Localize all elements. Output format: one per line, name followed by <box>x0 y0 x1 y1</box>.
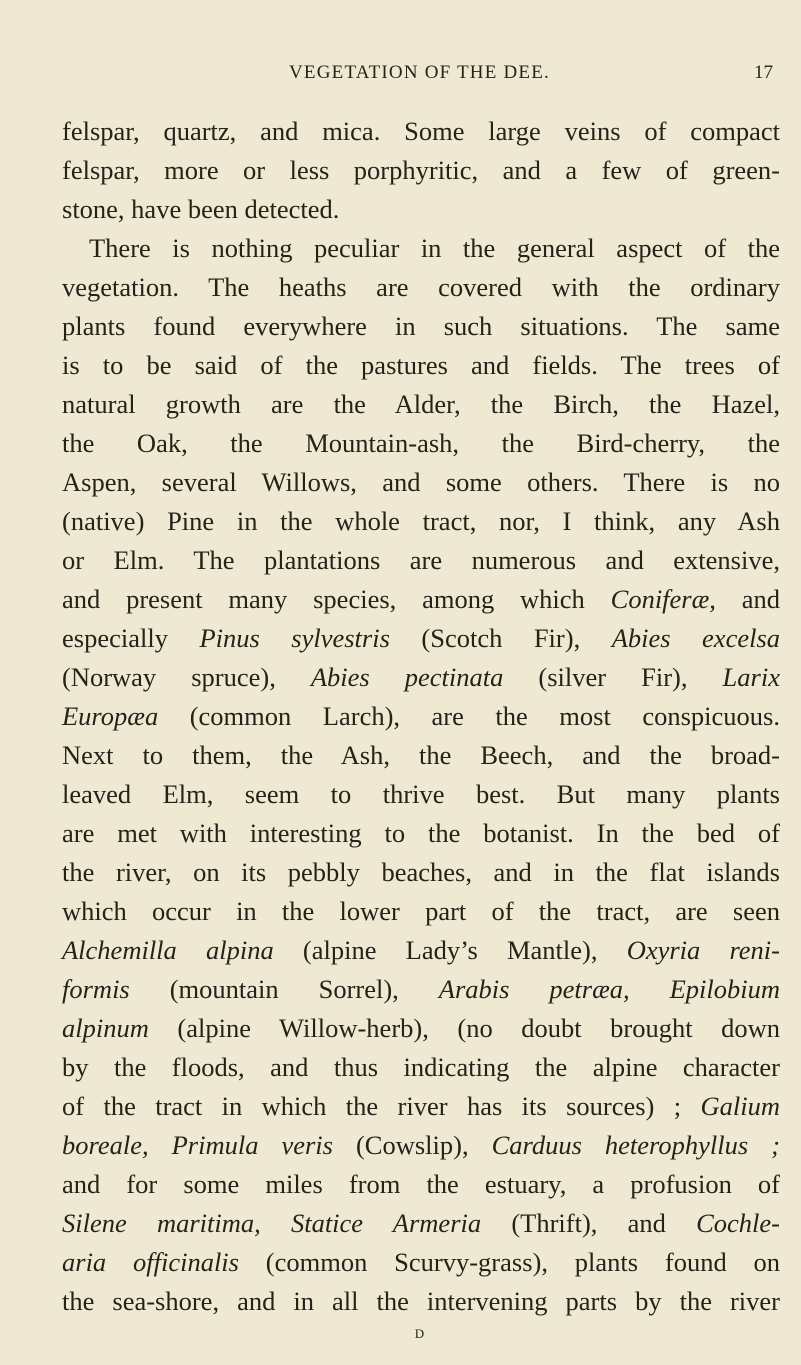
page-number: 17 <box>754 62 773 83</box>
text-line <box>62 697 780 736</box>
text-line: felspar, more or less porphyritic, and a few of green- <box>62 155 780 185</box>
text-run: and <box>741 584 781 614</box>
text-line: or Elm. The plantations are numerous and extensive, <box>62 545 780 575</box>
text-run: (mountain Sorrel), <box>169 974 399 1004</box>
text-line: Next to them, the Ash, the Beech, and the broad- <box>62 740 780 770</box>
text-line: which occur in the lower part of the tract, are seen <box>62 896 780 926</box>
text-line <box>62 1009 780 1048</box>
text-line <box>62 1087 780 1126</box>
italic-run: Arabis petræa, Epilobium <box>438 974 781 1004</box>
text-run: (Cowslip), <box>355 1130 469 1160</box>
italic-run: formis <box>62 974 130 1004</box>
text-run: (alpine Willow-herb), (no doubt brought down <box>177 1013 780 1043</box>
text-run: (common Larch), are the most conspicuous. <box>189 701 780 731</box>
text-line: (native) Pine in the whole tract, nor, I think, any Ash <box>62 506 780 536</box>
text-run: especially <box>62 623 168 653</box>
text-run: of the tract in which the river has its sources) ; <box>62 1091 682 1121</box>
text-line: felspar, quartz, and mica. Some large veins of compact <box>62 116 780 146</box>
text-line: natural growth are the Alder, the Birch, the Hazel, <box>62 389 780 419</box>
italic-run: Cochle- <box>696 1208 781 1238</box>
italic-run: Europæa <box>62 701 159 731</box>
text-line: by the floods, and thus indicating the alpine character <box>62 1052 780 1082</box>
text-run: (common Scurvy-grass), plants found on <box>265 1247 781 1277</box>
text-line: plants found everywhere in such situations. The same <box>62 311 780 341</box>
text-line <box>62 1126 780 1165</box>
running-title: VEGETATION OF THE DEE. <box>289 62 550 83</box>
page-header <box>0 62 801 96</box>
text-run: (alpine Lady’s Mantle), <box>302 935 598 965</box>
italic-run: Coniferæ, <box>610 584 716 614</box>
text-run: There is nothing peculiar in the general aspect of the <box>89 233 780 263</box>
text-run: and present many species, among which <box>62 584 585 614</box>
text-line <box>62 658 780 697</box>
signature-mark: D <box>414 1326 425 1341</box>
text-line: and for some miles from the estuary, a profusion of <box>62 1169 780 1199</box>
text-line: leaved Elm, seem to thrive best. But many plants <box>62 779 780 809</box>
italic-run: boreale, Primula veris <box>62 1130 333 1160</box>
body-text <box>62 112 780 1321</box>
text-run: (Thrift), and <box>511 1208 666 1238</box>
paragraph-start-line <box>62 229 780 268</box>
italic-run: Silene maritima, Statice Armeria <box>62 1208 482 1238</box>
text-line: the river, on its pebbly beaches, and in the flat islands <box>62 857 780 887</box>
text-line <box>62 580 780 619</box>
text-run: (Norway spruce), <box>62 662 276 692</box>
text-line: are met with interesting to the botanist. In the bed of <box>62 818 780 848</box>
italic-run: Carduus heterophyllus ; <box>491 1130 780 1160</box>
text-line: the Oak, the Mountain-ash, the Bird-cherry, the <box>62 428 780 458</box>
italic-run: Alchemilla alpina <box>62 935 274 965</box>
italic-run: Oxyria reni- <box>626 935 780 965</box>
italic-run: Pinus sylvestris <box>199 623 390 653</box>
text-line: the sea-shore, and in all the intervening parts by the river <box>62 1286 780 1316</box>
italic-run: aria officinalis <box>62 1247 239 1277</box>
text-run: (Scotch Fir), <box>421 623 581 653</box>
text-line: is to be said of the pastures and fields. The trees of <box>62 350 780 380</box>
italic-run: Larix <box>722 662 780 692</box>
italic-run: Galium <box>700 1091 781 1121</box>
text-line <box>62 970 780 1009</box>
text-line: vegetation. The heaths are covered with the ordinary <box>62 272 780 302</box>
text-run: (silver Fir), <box>538 662 688 692</box>
text-line <box>62 1243 780 1282</box>
italic-run: alpinum <box>62 1013 149 1043</box>
text-line <box>62 619 780 658</box>
text-line: Aspen, several Willows, and some others. There is no <box>62 467 780 497</box>
italic-run: Abies pectinata <box>310 662 504 692</box>
text-line <box>62 1204 780 1243</box>
text-line: stone, have been detected. <box>62 194 340 224</box>
italic-run: Abies excelsa <box>611 623 781 653</box>
text-line <box>62 931 780 970</box>
